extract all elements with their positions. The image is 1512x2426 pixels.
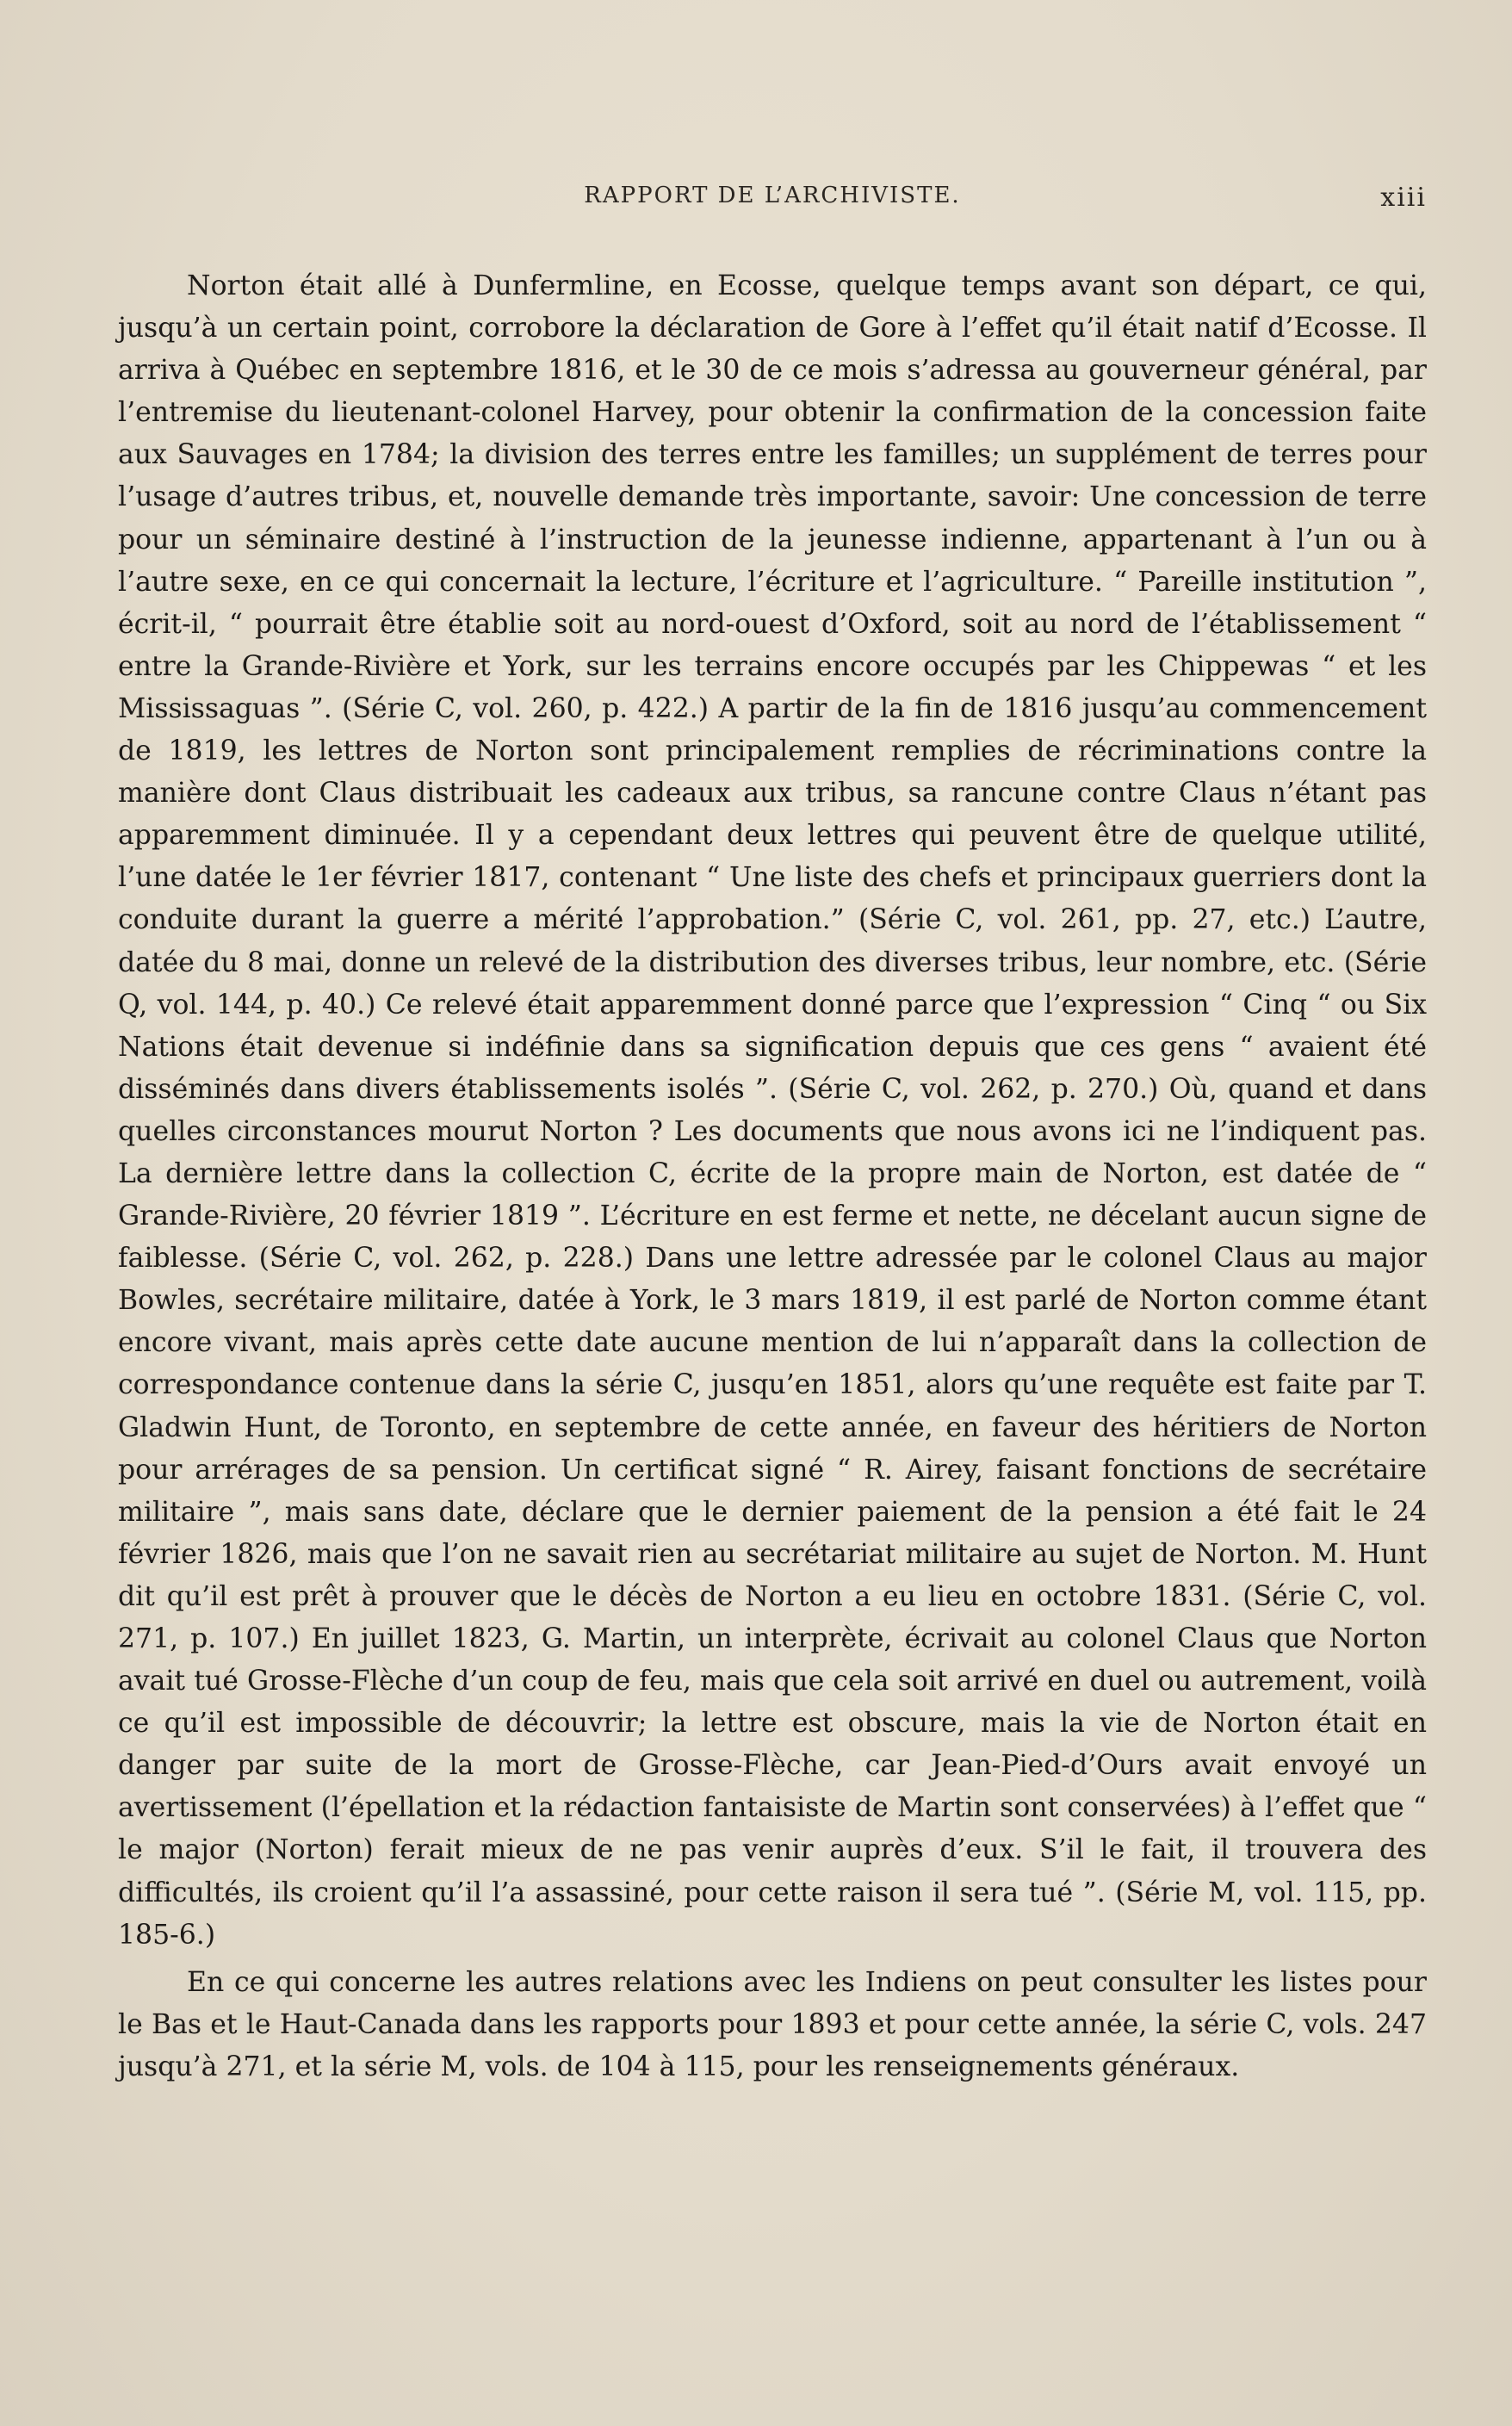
paragraph: Norton était allé à Dunfermline, en Ecosse, quelque temps avant son départ, ce qui, jusqu’à un certain point, corrobore la déclaration de Gore à l’effet qu’il était natif d’Ecosse. Il arriva à Québec en septembre 1816, et le 30 de ce mois s’adressa au gouverneur général, par l’entremise du lieutenant-colonel Harvey, pour obtenir la confirmation de la concession faite aux Sauvages en 1784; la division des terres entre les familles; un supplément de terres pour l’usage d’autres tribus, et, nouvelle demande très importante, savoir: Une concession de terre pour un séminaire destiné à l’instruction de la jeunesse indienne, appartenant à l’un ou à l’autre sexe, en ce qui concernait la lecture, l’écriture et l’agriculture. “ Pareille institution ”, écrit-il, “ pourrait être établie soit au nord-ouest d’Oxford, soit au nord de l’établissement “ entre la Grande-Rivière et York, sur les terrains encore occupés par les Chippewas “ et les Mississaguas ”. (Série C, vol. 260, p. 422.) A partir de la fin de 1816 jusqu’au commencement de 1819, les lettres de Norton sont principalement remplies de récriminations contre la manière dont Claus distribuait les cadeaux aux tribus, sa rancune contre Claus n’étant pas apparemment diminuée. Il y a cependant deux lettres qui peuvent être de quelque utilité, l’une datée le 1er février 1817, contenant “ Une liste des chefs et principaux guerriers dont la conduite durant la guerre a mérité l’approbation.” (Série C, vol. 261, pp. 27, etc.) L’autre, datée du 8 mai, donne un relevé de la distribution des diverses tribus, leur nombre, etc. (Série Q, vol. 144, p. 40.) Ce relevé était apparemment donné parce que l’expression “ Cinq “ ou Six Nations était devenue si indéfinie dans sa signification depuis que ces gens “ avaient été disséminés dans divers établissements isolés ”. (Série C, vol. 262, p. 270.) Où, quand et dans quelles circonstances mourut Norton ? Les documents que nous avons ici ne l’indiquent pas. La dernière lettre dans la collection C, écrite de la propre main de Norton, est datée de “ Grande-Rivière, 20 février 1819 ”. L’écriture en est ferme et nette, ne décelant aucun signe de faiblesse. (Série C, vol. 262, p. 228.) Dans une lettre adressée par le colonel Claus au major Bowles, secrétaire militaire, datée à York, le 3 mars 1819, il est parlé de Norton comme étant encore vivant, mais après cette date aucune mention de lui n’apparaît dans la collection de correspondance contenue dans la série C, jusqu’en 1851, alors qu’une requête est faite par T. Gladwin Hunt, de Toronto, en septembre de cette année, en faveur des héritiers de Norton pour arrérages de sa pension. Un certificat signé “ R. Airey, faisant fonctions de secrétaire militaire ”, mais sans date, déclare que le dernier paiement de la pension a été fait le 24 février 1826, mais que l’on ne savait rien au secrétariat militaire au sujet de Norton. M. Hunt dit qu’il est prêt à prouver que le décès de Norton a eu lieu en octobre 1831. (Série C, vol. 271, p. 107.) En juillet 1823, G. Martin, un interprète, écrivait au colonel Claus que Norton avait tué Grosse-Flèche d’un coup de feu, mais que cela soit arrivé en duel ou autrement, voilà ce qu’il est impossible de découvrir; la lettre est obscure, mais la vie de Norton était en danger par suite de la mort de Grosse-Flèche, car Jean-Pied-d’Ours avait envoyé un avertissement (l’épellation et la rédaction fantaisiste de Martin sont conservées) à l’effet que “ le major (Norton) ferait mieux de ne pas venir auprès d’eux. S’il le fait, il trouvera des difficultés, ils croient qu’il l’a assassiné, pour cette raison il sera tué ”. (Série M, vol. 115, pp. 185-6.) — [118, 270, 1427, 1951]
paragraph: En ce qui concerne les autres relations avec les Indiens on peut consulter les listes pour le Bas et le Haut-Canada dans les rapports pour 1893 et pour cette année, la série C, vols. 247 jusqu’à 271, et la série M, vols. de 104 à 115, pour les renseignements généraux. — [118, 1966, 1427, 2082]
page-number: xiii — [1380, 183, 1427, 213]
body-text — [118, 265, 1427, 2088]
page-header — [118, 183, 1427, 217]
running-title: RAPPORT DE L’ARCHIVISTE. — [584, 183, 961, 208]
